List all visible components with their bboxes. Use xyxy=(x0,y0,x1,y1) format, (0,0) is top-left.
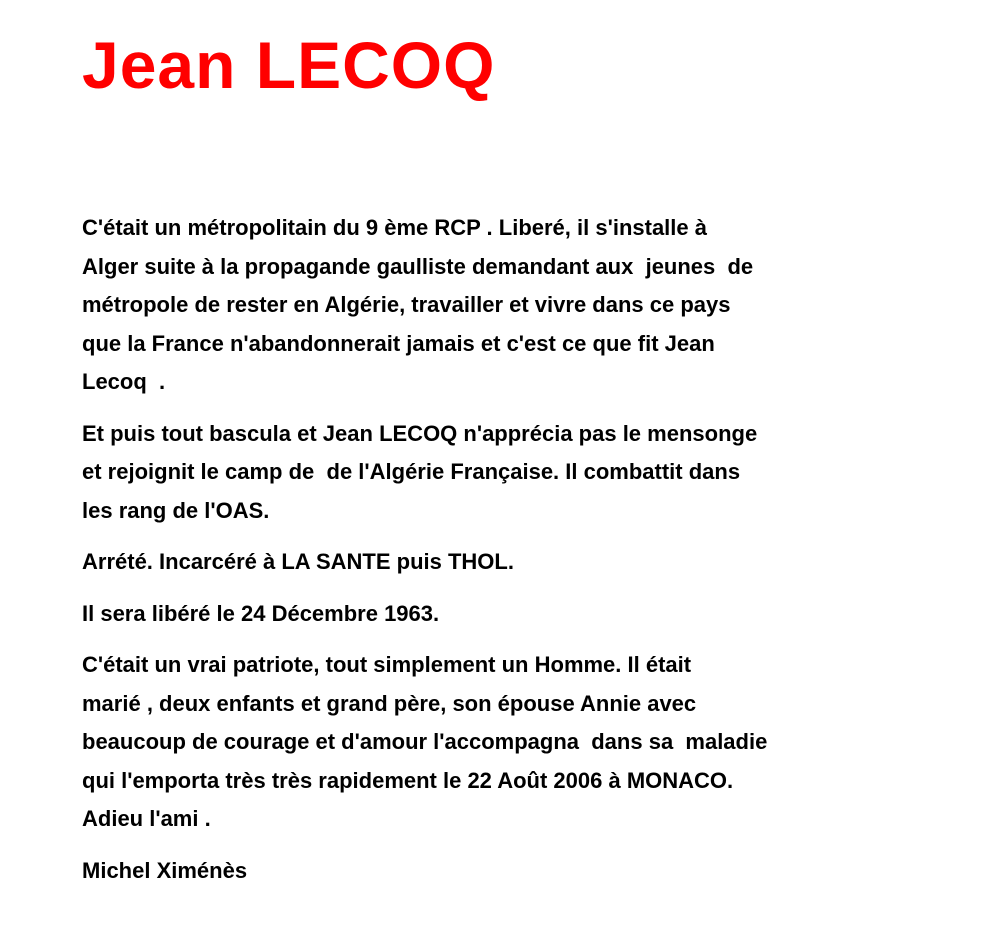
paragraph-release xyxy=(82,595,982,634)
text-line: Lecoq . xyxy=(82,369,166,394)
text-line: que la France n'abandonnerait jamais et c'est ce que fit Jean xyxy=(82,330,715,356)
paragraph-biography xyxy=(82,209,982,402)
text-line: Et puis tout bascula et Jean LECOQ n'apprécia pas le mensonge xyxy=(82,420,758,446)
text-line: Arrété. Incarcéré à LA SANTE puis THOL. xyxy=(82,549,514,574)
page-title: Jean LECOQ xyxy=(82,28,496,102)
article-body xyxy=(82,209,982,890)
text-line: et rejoignit le camp de de l'Algérie Française. Il combattit dans xyxy=(82,459,741,484)
text-line: Adieu l'ami . xyxy=(82,806,211,831)
text-line: C'était un métropolitain du 9 ème RCP . Liberé, il s'installe à xyxy=(82,215,707,240)
text-line: beaucoup de courage et d'amour l'accompagna dans sa maladie xyxy=(82,729,768,754)
text-line: métropole de rester en Algérie, travailler et vivre dans ce pays xyxy=(82,292,731,317)
paragraph-oas xyxy=(82,415,982,531)
paragraph-arrest xyxy=(82,543,982,582)
text-line: les rang de l'OAS. xyxy=(82,497,270,523)
paragraph-tribute xyxy=(82,646,982,839)
text-line: Il sera libéré le 24 Décembre 1963. xyxy=(82,600,440,626)
text-line: qui l'emporta très très rapidement le 22 Août 2006 à MONACO. xyxy=(82,767,734,793)
signature: Michel Ximénès xyxy=(82,857,248,883)
text-line: marié , deux enfants et grand père, son épouse Annie avec xyxy=(82,690,697,716)
text-line: C'était un vrai patriote, tout simplement un Homme. Il était xyxy=(82,652,692,677)
text-line: Alger suite à la propagande gaulliste demandant aux jeunes de xyxy=(82,253,754,279)
